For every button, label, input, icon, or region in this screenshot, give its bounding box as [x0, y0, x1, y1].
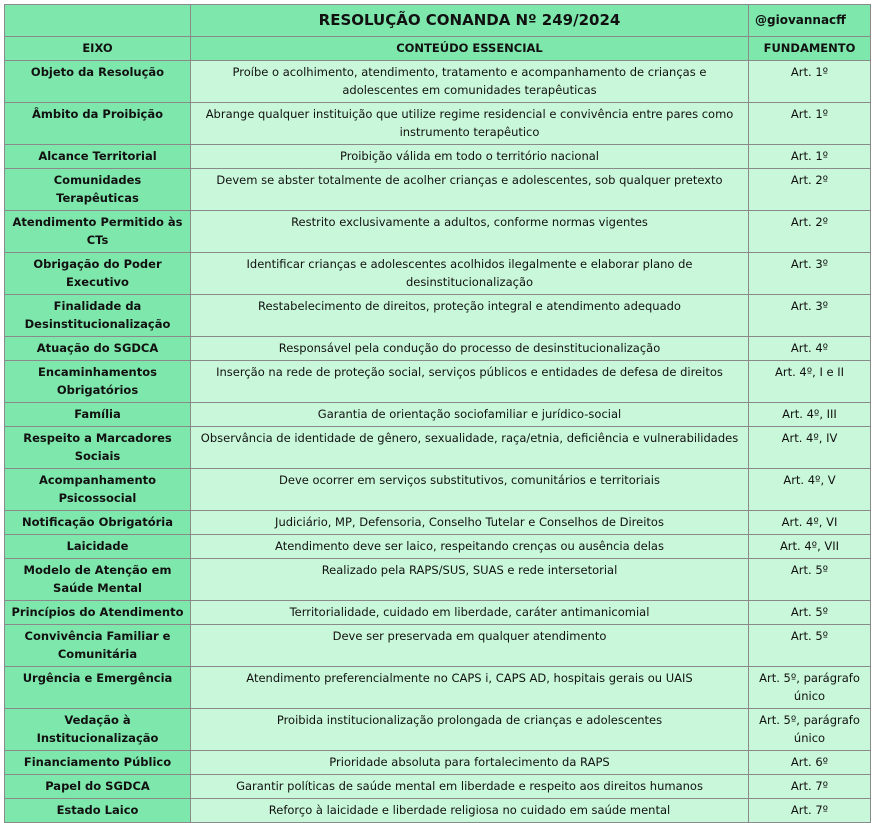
fundamento-cell: Art. 4º, VI: [749, 511, 871, 535]
fundamento-cell: Art. 3º: [749, 253, 871, 295]
fundamento-cell: Art. 4º, VII: [749, 535, 871, 559]
conteudo-cell: Restabelecimento de direitos, proteção integral e atendimento adequado: [191, 295, 749, 337]
fundamento-cell: Art. 5º: [749, 559, 871, 601]
eixo-cell: Financiamento Público: [5, 751, 191, 775]
conteudo-cell: Proíbe o acolhimento, atendimento, tratamento e acompanhamento de crianças e adolescentes em comunidades terapêuticas: [191, 61, 749, 103]
table-row: [5, 295, 871, 337]
table-row: [5, 625, 871, 667]
eixo-cell: Alcance Territorial: [5, 145, 191, 169]
fundamento-cell: Art. 5º: [749, 625, 871, 667]
eixo-cell: Vedação à Institucionalização: [5, 709, 191, 751]
table-row: [5, 253, 871, 295]
conteudo-cell: Territorialidade, cuidado em liberdade, caráter antimanicomial: [191, 601, 749, 625]
fundamento-cell: Art. 4º: [749, 337, 871, 361]
eixo-cell: Convivência Familiar e Comunitária: [5, 625, 191, 667]
conteudo-cell: Deve ser preservada em qualquer atendimento: [191, 625, 749, 667]
eixo-cell: Estado Laico: [5, 799, 191, 823]
table-row: [5, 559, 871, 601]
table-row: [5, 469, 871, 511]
fundamento-cell: Art. 4º, IV: [749, 427, 871, 469]
fundamento-cell: Art. 7º: [749, 799, 871, 823]
table-row: [5, 799, 871, 823]
eixo-cell: Objeto da Resolução: [5, 61, 191, 103]
eixo-cell: Âmbito da Proibição: [5, 103, 191, 145]
header-eixo: EIXO: [5, 37, 191, 61]
fundamento-cell: Art. 4º, V: [749, 469, 871, 511]
eixo-cell: Urgência e Emergência: [5, 667, 191, 709]
fundamento-cell: Art. 1º: [749, 103, 871, 145]
header-row: [5, 37, 871, 61]
table-row: [5, 145, 871, 169]
conteudo-cell: Inserção na rede de proteção social, serviços públicos e entidades de defesa de direitos: [191, 361, 749, 403]
blank-corner-cell: [5, 5, 191, 37]
fundamento-cell: Art. 1º: [749, 145, 871, 169]
header-conteudo: CONTEÚDO ESSENCIAL: [191, 37, 749, 61]
conteudo-cell: Deve ocorrer em serviços substitutivos, comunitários e territoriais: [191, 469, 749, 511]
table-row: [5, 775, 871, 799]
fundamento-cell: Art. 1º: [749, 61, 871, 103]
eixo-cell: Atendimento Permitido às CTs: [5, 211, 191, 253]
author-handle: @giovannacff: [749, 5, 871, 37]
conteudo-cell: Realizado pela RAPS/SUS, SUAS e rede intersetorial: [191, 559, 749, 601]
conteudo-cell: Abrange qualquer instituição que utilize regime residencial e convivência entre pares como instrumento terapêutico: [191, 103, 749, 145]
table-row: [5, 601, 871, 625]
fundamento-cell: Art. 4º, III: [749, 403, 871, 427]
table-row: [5, 427, 871, 469]
eixo-cell: Comunidades Terapêuticas: [5, 169, 191, 211]
table-row: [5, 61, 871, 103]
eixo-cell: Encaminhamentos Obrigatórios: [5, 361, 191, 403]
conteudo-cell: Devem se abster totalmente de acolher crianças e adolescentes, sob qualquer pretexto: [191, 169, 749, 211]
table-row: [5, 751, 871, 775]
table-row: [5, 667, 871, 709]
eixo-cell: Finalidade da Desinstitucionalização: [5, 295, 191, 337]
eixo-cell: Modelo de Atenção em Saúde Mental: [5, 559, 191, 601]
conteudo-cell: Responsável pela condução do processo de desinstitucionalização: [191, 337, 749, 361]
conteudo-cell: Observância de identidade de gênero, sexualidade, raça/etnia, deficiência e vulnerabilidades: [191, 427, 749, 469]
fundamento-cell: Art. 6º: [749, 751, 871, 775]
conteudo-cell: Identificar crianças e adolescentes acolhidos ilegalmente e elaborar plano de desinstitucionalização: [191, 253, 749, 295]
conteudo-cell: Proibida institucionalização prolongada de crianças e adolescentes: [191, 709, 749, 751]
table-row: [5, 709, 871, 751]
table-row: [5, 103, 871, 145]
header-fundamento: FUNDAMENTO: [749, 37, 871, 61]
conteudo-cell: Atendimento preferencialmente no CAPS i, CAPS AD, hospitais gerais ou UAIS: [191, 667, 749, 709]
eixo-cell: Respeito a Marcadores Sociais: [5, 427, 191, 469]
eixo-cell: Atuação do SGDCA: [5, 337, 191, 361]
conteudo-cell: Reforço à laicidade e liberdade religiosa no cuidado em saúde mental: [191, 799, 749, 823]
table-title: RESOLUÇÃO CONANDA Nº 249/2024: [191, 5, 749, 37]
eixo-cell: Família: [5, 403, 191, 427]
table-row: [5, 403, 871, 427]
eixo-cell: Obrigação do Poder Executivo: [5, 253, 191, 295]
title-row: [5, 5, 871, 37]
fundamento-cell: Art. 3º: [749, 295, 871, 337]
eixo-cell: Notificação Obrigatória: [5, 511, 191, 535]
eixo-cell: Laicidade: [5, 535, 191, 559]
conteudo-cell: Atendimento deve ser laico, respeitando crenças ou ausência delas: [191, 535, 749, 559]
conteudo-cell: Garantia de orientação sociofamiliar e jurídico-social: [191, 403, 749, 427]
conteudo-cell: Judiciário, MP, Defensoria, Conselho Tutelar e Conselhos de Direitos: [191, 511, 749, 535]
fundamento-cell: Art. 5º, parágrafo único: [749, 709, 871, 751]
eixo-cell: Acompanhamento Psicossocial: [5, 469, 191, 511]
table-row: [5, 169, 871, 211]
eixo-cell: Papel do SGDCA: [5, 775, 191, 799]
table-row: [5, 535, 871, 559]
fundamento-cell: Art. 7º: [749, 775, 871, 799]
conteudo-cell: Proibição válida em todo o território nacional: [191, 145, 749, 169]
fundamento-cell: Art. 2º: [749, 211, 871, 253]
table-row: [5, 511, 871, 535]
resolution-table: [4, 4, 871, 823]
fundamento-cell: Art. 4º, I e II: [749, 361, 871, 403]
conteudo-cell: Garantir políticas de saúde mental em liberdade e respeito aos direitos humanos: [191, 775, 749, 799]
table-row: [5, 337, 871, 361]
fundamento-cell: Art. 5º, parágrafo único: [749, 667, 871, 709]
conteudo-cell: Prioridade absoluta para fortalecimento da RAPS: [191, 751, 749, 775]
fundamento-cell: Art. 5º: [749, 601, 871, 625]
fundamento-cell: Art. 2º: [749, 169, 871, 211]
table-row: [5, 361, 871, 403]
table-row: [5, 211, 871, 253]
eixo-cell: Princípios do Atendimento: [5, 601, 191, 625]
conteudo-cell: Restrito exclusivamente a adultos, conforme normas vigentes: [191, 211, 749, 253]
